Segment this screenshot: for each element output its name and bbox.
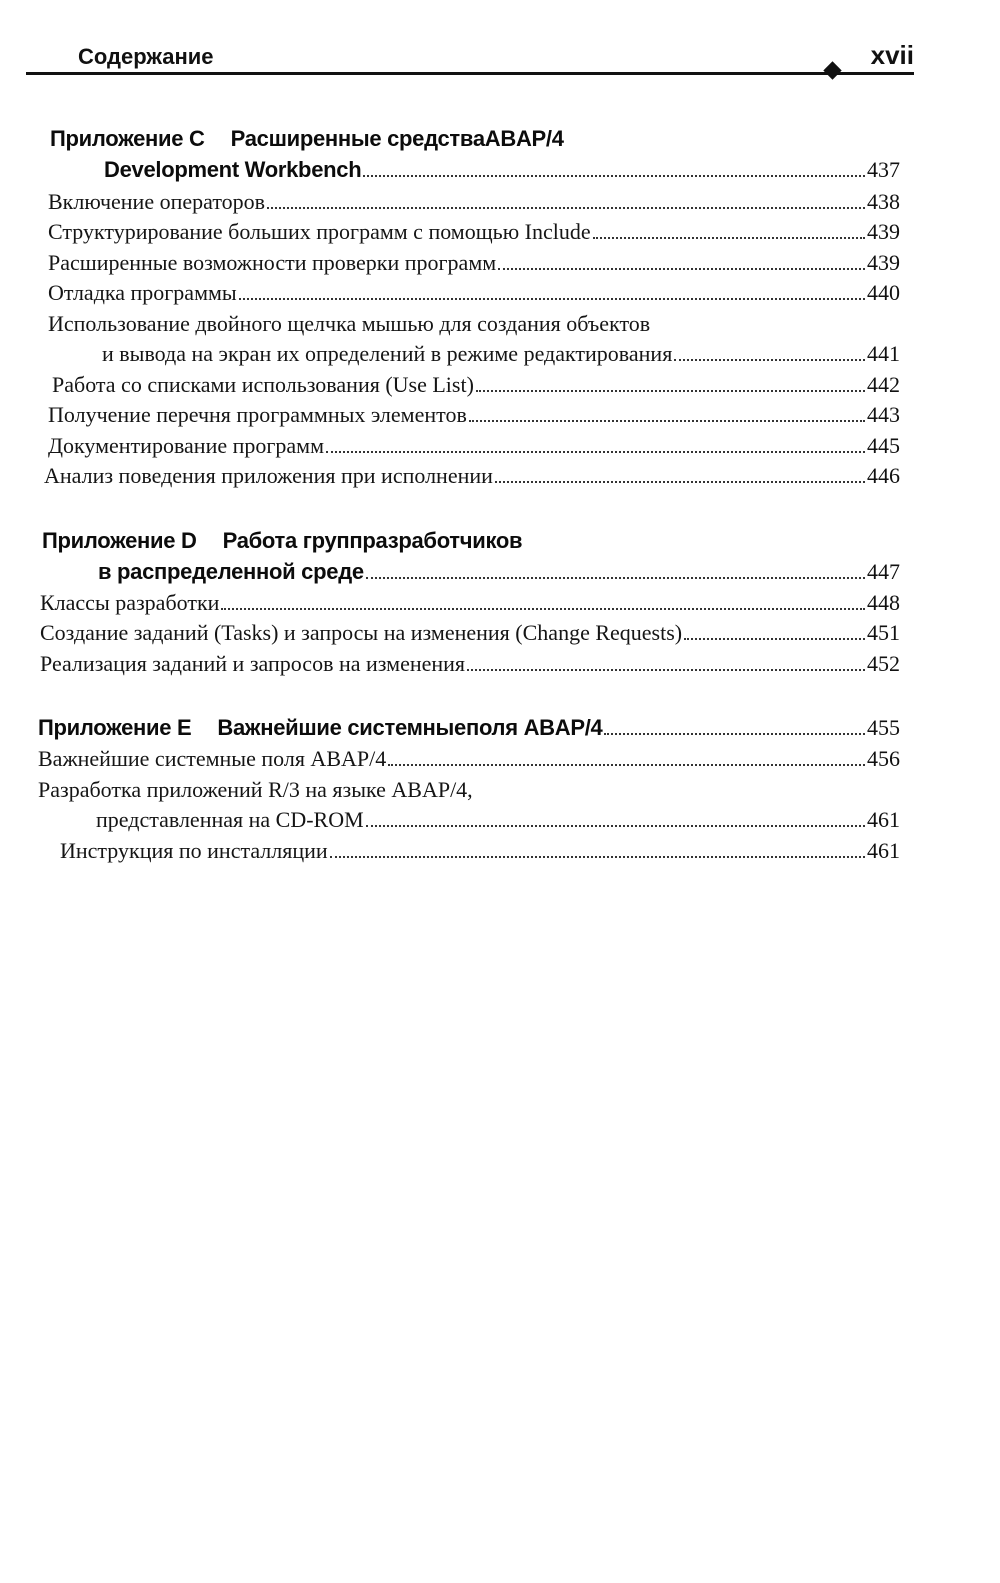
- toc-entry: [48, 189, 900, 219]
- appendix-e-label: Приложение E: [38, 715, 192, 740]
- header-page-number: xvii: [870, 40, 914, 70]
- dot-leader: [221, 608, 865, 610]
- entry-text: Классы разработки: [40, 590, 220, 615]
- toc-entry: [40, 620, 900, 650]
- entry-text: Структурирование больших программ с помощью Include: [48, 219, 591, 244]
- dot-leader: [388, 764, 865, 766]
- toc-entry: [48, 433, 900, 463]
- appendix-d-heading: [42, 528, 900, 558]
- entry-page: 440: [867, 280, 900, 305]
- appendix-d-page: 447: [867, 559, 900, 584]
- entry-page: 461: [867, 838, 900, 863]
- dot-leader: [593, 237, 865, 239]
- toc-entry: [40, 590, 900, 620]
- toc-entry: [48, 280, 900, 310]
- dot-leader: [330, 856, 865, 858]
- appendix-c-heading: [50, 126, 900, 156]
- dot-leader: [267, 207, 865, 209]
- appendix-c-title-line2: Development Workbench: [104, 157, 362, 182]
- dot-leader: [467, 669, 865, 671]
- appendix-d-heading-cont: [98, 559, 900, 589]
- entry-page: 443: [867, 402, 900, 427]
- toc-entry: [48, 219, 900, 249]
- entry-text: Инструкция по инсталляции: [60, 838, 328, 863]
- entry-text-cont: представленная на CD-ROM: [96, 807, 364, 832]
- toc-entry: [60, 838, 900, 868]
- toc-entry: [38, 746, 900, 776]
- header-title: Содержание: [78, 44, 214, 69]
- toc-entry: [44, 463, 900, 493]
- appendix-e-title: Важнейшие системныеполя ABAP/4: [217, 715, 603, 740]
- toc-entry-cont: [102, 341, 900, 371]
- entry-text: Создание заданий (Tasks) и запросы на изменения (Change Requests): [40, 620, 683, 645]
- entry-page: 446: [867, 463, 900, 488]
- entry-page: 456: [867, 746, 900, 771]
- toc-entry: [38, 777, 900, 807]
- entry-page: 439: [867, 250, 900, 275]
- running-header: [78, 40, 914, 74]
- entry-text: Реализация заданий и запросов на изменения: [40, 651, 466, 676]
- entry-page: 438: [867, 189, 900, 214]
- entry-text: Получение перечня программных элементов: [48, 402, 467, 427]
- dot-leader: [674, 359, 865, 361]
- dot-leader: [239, 298, 865, 300]
- dot-leader: [498, 268, 865, 270]
- entry-text: Работа со списками использования (Use List): [52, 372, 474, 397]
- entry-page: 461: [867, 807, 900, 832]
- dot-leader: [495, 481, 865, 483]
- dot-leader: [476, 390, 865, 392]
- toc-entry: [40, 651, 900, 681]
- entry-page: 451: [867, 620, 900, 645]
- entry-text: Отладка программы: [48, 280, 237, 305]
- dot-leader: [469, 420, 865, 422]
- entry-text: Документирование программ: [48, 433, 325, 458]
- entry-text: Важнейшие системные поля ABAP/4: [38, 746, 387, 771]
- toc-entry: [52, 372, 900, 402]
- entry-page: 448: [867, 590, 900, 615]
- entry-page: 442: [867, 372, 900, 397]
- toc-entry: [48, 402, 900, 432]
- entry-text: Включение операторов: [48, 189, 266, 214]
- entry-page: 439: [867, 219, 900, 244]
- entry-text: Использование двойного щелчка мышью для создания объектов: [48, 311, 651, 336]
- appendix-d-label: Приложение D: [42, 528, 197, 553]
- entry-page: 445: [867, 433, 900, 458]
- entry-text-cont: и вывода на экран их определений в режиме редактирования: [102, 341, 673, 366]
- appendix-c-heading-cont: [104, 157, 900, 187]
- dot-leader: [363, 175, 865, 177]
- entry-page: 452: [867, 651, 900, 676]
- dot-leader: [326, 451, 865, 453]
- appendix-e-heading: [38, 715, 900, 745]
- dot-leader: [366, 577, 865, 579]
- appendix-d-title-line2: в распределенной среде: [98, 559, 364, 584]
- dot-leader: [604, 733, 865, 735]
- appendix-e-page: 455: [867, 715, 900, 740]
- toc-entry: [48, 311, 900, 341]
- entry-text: Анализ поведения приложения при исполнении: [44, 463, 493, 488]
- toc-entry-cont: [96, 807, 900, 837]
- dot-leader: [366, 825, 865, 827]
- appendix-c-title-line1: Расширенные средстваABAP/4: [230, 126, 564, 151]
- appendix-d-title-line1: Работа группразработчиков: [222, 528, 523, 553]
- entry-text: Разработка приложений R/3 на языке ABAP/4,: [38, 777, 473, 802]
- appendix-c-label: Приложение C: [50, 126, 205, 151]
- entry-page: 441: [867, 341, 900, 366]
- dot-leader: [684, 638, 865, 640]
- entry-text: Расширенные возможности проверки программ: [48, 250, 497, 275]
- appendix-c-page: 437: [867, 157, 900, 182]
- header-rule: [26, 72, 914, 75]
- toc-entry: [48, 250, 900, 280]
